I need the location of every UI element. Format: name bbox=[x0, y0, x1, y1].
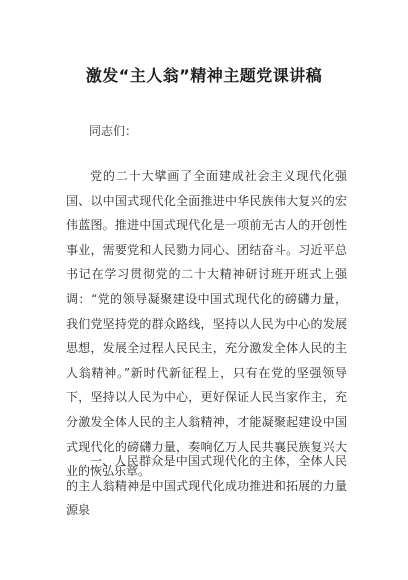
document-title: 激发“主人翁”精神主题党课讲稿 bbox=[85, 66, 323, 85]
section-heading-paragraph: 一、人民群众是中国式现代化的主体，全体人民的主人翁精神是中国式现代化成功推进和拓展的力量源泉 bbox=[66, 454, 347, 518]
body-paragraph-1: 党的二十大擘画了全面建成社会主义现代化强国、以中国式现代化全面推进中华民族伟大复兴的宏伟蓝图。推进中国式现代化是一项前无古人的开创性事业，需要党和人民勠力同心、团结奋斗。习近平总书记在学习贯彻党的二十大精神研讨班开班式上强调：“党的领导凝聚建设中国式现代化的磅礴力量，我们党坚持党的群众路线，坚持以人民为中心的发展思想，发展全过程人民民主，充分激发全体人民的主人翁精神。”新时代新征程上，只有在党的坚强领导下，坚持以人民为中心，更好保证人民当家作主，充分激发全体人民的主人翁精神，才能凝聚起建设中国式现代化的磅礴力量，奏响亿万人民共襄民族复兴大业的恢弘乐章。 bbox=[66, 169, 347, 479]
salutation: 同志们： bbox=[89, 124, 138, 138]
